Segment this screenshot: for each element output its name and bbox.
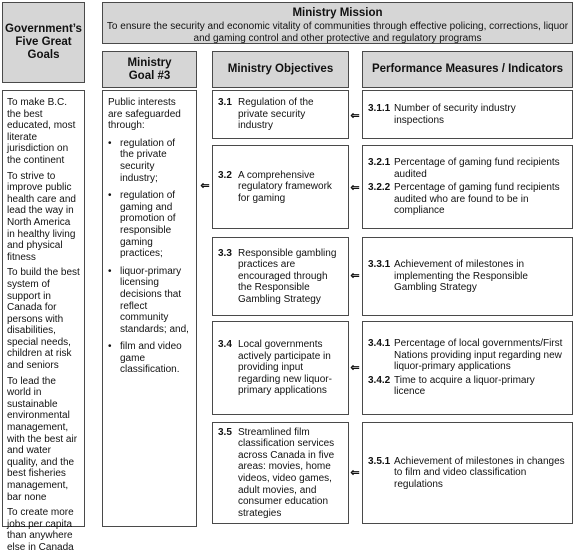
ministry-goal-bullet: • film and video game classification.	[108, 341, 191, 376]
measure-number: 3.4.2	[368, 374, 391, 386]
ministry-goal-header	[102, 51, 197, 88]
measure-text: Number of security industry inspections	[394, 102, 516, 126]
measure-group-3-2	[362, 145, 573, 229]
arrow-left-icon: ⇐	[350, 182, 360, 194]
objective-number: 3.2	[218, 169, 232, 181]
arrow-left-icon: ⇐	[350, 362, 360, 374]
five-goals-list	[2, 90, 85, 553]
measure-text: Percentage of local governments/First Nations providing input regarding new liquor-primary applications	[394, 338, 563, 373]
measure-text: Time to acquire a liquor-primary licence	[394, 374, 535, 398]
objective-3-1	[212, 90, 349, 139]
ministry-mission	[102, 2, 573, 44]
objective-number: 3.5	[218, 426, 232, 438]
objective-3-5	[212, 422, 349, 524]
objective-number: 3.3	[218, 247, 232, 259]
objective-text: Local governments actively participate in providing input regarding new liquor-primary applications	[238, 339, 332, 397]
measure-group-3-5	[362, 422, 573, 524]
objective-3-3	[212, 237, 349, 316]
measure-number: 3.3.1	[368, 259, 391, 271]
arrow-left-icon: ⇐	[350, 467, 360, 479]
five-goals-header	[2, 2, 85, 83]
ministry-goal-body	[102, 90, 197, 527]
five-goals-title: Government’s Five Great Goals	[5, 23, 82, 61]
objective-3-4	[212, 321, 349, 415]
measure-text: Achievement of milestones in implementing the Responsible Gambling Strategy	[394, 259, 528, 294]
measure-group-3-3	[362, 237, 573, 316]
measure-number: 3.2.1	[368, 157, 391, 169]
mission-text: To ensure the security and economic vitality of communities through effective policing, corrections, liquor and gaming control and other protective and regulatory programs	[106, 21, 569, 44]
measure-group-3-1	[362, 90, 573, 139]
measure-text: Percentage of gaming fund recipients audited	[394, 157, 560, 180]
objectives-header	[212, 51, 349, 88]
goal-item: To build the best system of support in Canada for persons with disabilities, special needs, children at risk and seniors	[7, 267, 80, 372]
ministry-goal-title: Ministry Goal #3	[127, 56, 172, 82]
goal-item: To strive to improve public health care and lead the way in North America in healthy living and physical fitness	[7, 170, 76, 263]
objective-number: 3.4	[218, 339, 232, 351]
measure-number: 3.5.1	[368, 455, 391, 467]
objective-text: Regulation of the private security industry	[238, 97, 314, 132]
goal-item: To lead the world in sustainable environmental management, with the best air and water quality, and the best fisheries management, bar none	[7, 375, 78, 503]
objective-text: Streamlined film classification services across Canada in five areas: movies, home videos, video games, adult movies, and consumer education strategies	[238, 426, 335, 519]
ministry-goal-bullet: • liquor-primary licensing decisions that reflect community standards; and,	[108, 266, 191, 336]
objective-3-2	[212, 145, 349, 229]
ministry-goal-intro: Public interests are safeguarded through:	[108, 97, 181, 132]
measures-title: Performance Measures / Indicators	[371, 63, 564, 75]
mission-title: Ministry Mission	[292, 7, 383, 19]
objective-text: A comprehensive regulatory framework for gaming	[238, 169, 332, 204]
measure-number: 3.1.1	[368, 102, 391, 114]
arrow-left-icon: ⇐	[350, 110, 360, 122]
ministry-goal-bullet: • regulation of gaming and promotion of responsible gaming practices;	[108, 190, 191, 260]
goal-item: To create more jobs per capita than anywhere else in Canada	[7, 507, 74, 553]
objective-text: Responsible gambling practices are encouraged through the Responsible Gambling Strategy	[238, 247, 337, 305]
measure-number: 3.2.2	[368, 182, 391, 194]
measure-number: 3.4.1	[368, 338, 391, 350]
measure-text: Percentage of gaming fund recipients audited who are found to be in compliance	[394, 182, 560, 217]
measure-text: Achievement of milestones in changes to film and video classification regulations	[394, 455, 565, 490]
objective-number: 3.1	[218, 97, 232, 109]
ministry-goal-bullets	[108, 138, 191, 376]
measure-group-3-4	[362, 321, 573, 415]
arrow-left-icon: ⇐	[200, 180, 210, 192]
arrow-left-icon: ⇐	[350, 270, 360, 282]
objectives-title: Ministry Objectives	[227, 63, 334, 75]
ministry-goal-bullet: • regulation of the private security industry;	[108, 138, 191, 184]
goal-item: To make B.C. the best educated, most literate jurisdiction on the continent	[7, 97, 76, 166]
measures-header	[362, 51, 573, 88]
